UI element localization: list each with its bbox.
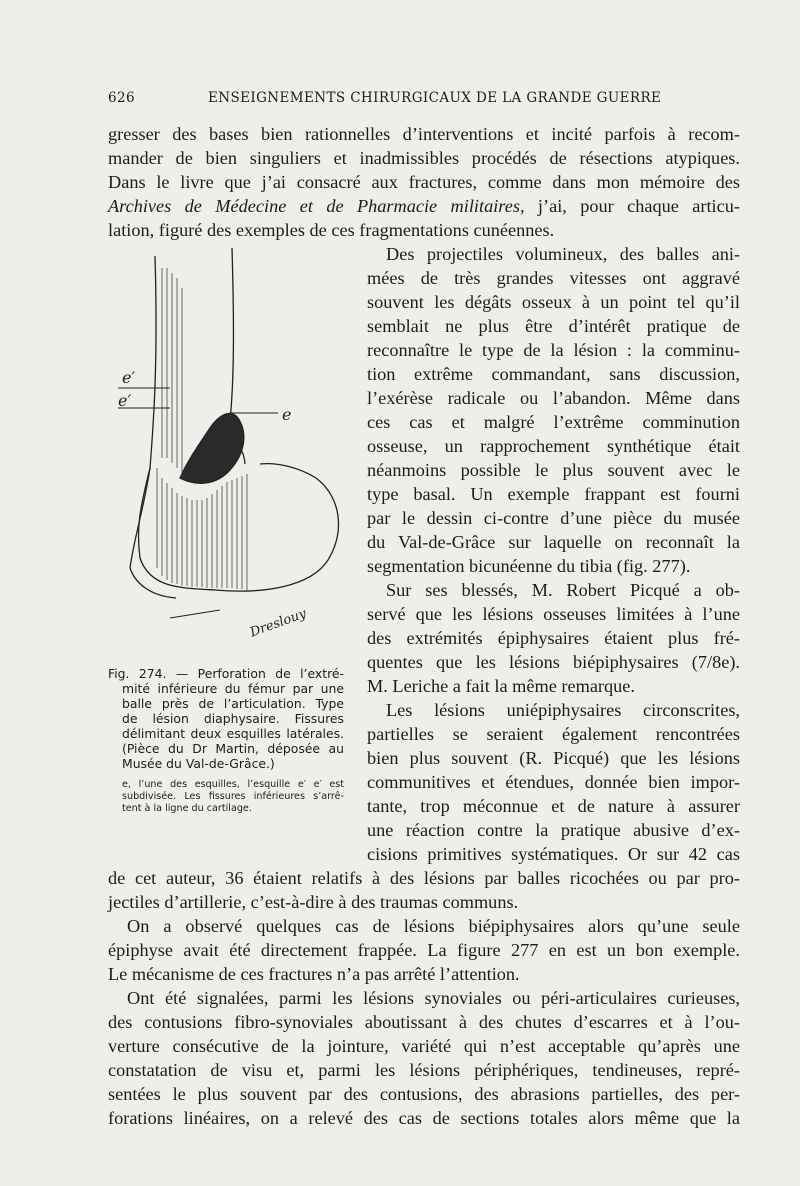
text-line: semblait ne plus être d’intérêt pratique de — [367, 316, 740, 336]
figure-legend-line: tent à la ligne du cartilage. — [122, 803, 252, 814]
text-line: communitives et étendues, donnée bien impor- — [367, 772, 740, 792]
text-line: bien plus souvent (R. Picqué) que les lésions — [367, 748, 740, 768]
text-line: reconnaître le type de la lésion : la comminu- — [367, 340, 740, 360]
text-line: Le mécanisme de ces fractures n’a pas arrêté l’attention. — [108, 964, 520, 984]
label-e-prime-1: e′ — [122, 368, 136, 387]
text-line: constatation de visu et, parmi les lésions périphériques, tendineuses, repré- — [108, 1060, 740, 1080]
text-line: osseuse, un rapprochement synthétique était — [367, 436, 740, 456]
text-line-italic-ref: Archives de Médecine et de Pharmacie militaires, j’ai, pour chaque articu- — [108, 196, 740, 216]
text-line: tante, trop méconnue et de nature à assurer — [367, 796, 740, 816]
text-line: Les lésions uniépiphysaires circonscrites, — [386, 700, 740, 720]
text-line: segmentation bicunéenne du tibia (fig. 277). — [367, 556, 691, 576]
figure-caption-line: de lésion diaphysaire. Fissures — [122, 711, 344, 726]
text-line: lation, figuré des exemples de ces fragmentations cunéennes. — [108, 220, 555, 240]
figure-caption-line: délimitant deux esquilles latérales. — [122, 726, 344, 741]
text-line: cisions primitives systématiques. Or sur 42 cas — [367, 844, 740, 864]
text-line: servé que les lésions osseuses limitées à l’une — [367, 604, 740, 624]
figure-caption-line: Musée du Val-de-Grâce.) — [122, 756, 275, 771]
text-line: jectiles d’artillerie, c’est-à-dire à des traumas communs. — [108, 892, 519, 912]
text-line: épiphyse avait été directement frappée. La figure 277 en est un bon exemple. — [108, 940, 740, 960]
running-title: ENSEIGNEMENTS CHIRURGICAUX DE LA GRANDE GUERRE — [208, 90, 662, 106]
text-line: par le dessin ci-contre d’une pièce du musée — [367, 508, 740, 528]
text-line: On a observé quelques cas de lésions biépiphysaires alors qu’une seule — [127, 916, 740, 936]
figure-caption-line: (Pièce du Dr Martin, déposée au — [122, 741, 344, 756]
text-line: des contusions fibro-synoviales aboutissant à des chutes d’escarres et à l’ou- — [108, 1012, 740, 1032]
text-line: gresser des bases bien rationnelles d’interventions et incité parfois à recom- — [108, 124, 740, 144]
figure-legend-line: subdivisée. Les fissures inférieures s’arrê- — [122, 791, 344, 802]
text-line: Sur ses blessés, M. Robert Picqué a ob- — [386, 580, 740, 600]
text-line: de cet auteur, 36 étaient relatifs à des lésions par balles ricochées ou par pro- — [108, 868, 740, 888]
text-line: type basal. Un exemple frappant est fourni — [367, 484, 740, 504]
text-line: Dans le livre que j’ai consacré aux fractures, comme dans mon mémoire des — [108, 172, 740, 192]
running-header — [108, 90, 748, 110]
text-line: M. Leriche a fait la même remarque. — [367, 676, 635, 696]
label-e-prime-2: e′ — [118, 391, 132, 410]
figure-caption-line: Fig. 274. — Perforation de l’extré- — [108, 666, 344, 681]
text-line: verture consécutive de la jointure, variété qui n’est acceptable qu’après une — [108, 1036, 740, 1056]
text-line: mées de très grandes vitesses ont aggravé — [367, 268, 740, 288]
text-line: souvent les dégâts osseux à un point tel qu’il — [367, 292, 740, 312]
text-line: tion extrême commandant, sans discussion, — [367, 364, 740, 384]
artist-signature: Dreslouy — [248, 606, 309, 641]
text-line: l’exérèse radicale ou l’abandon. Même dans — [367, 388, 740, 408]
journal-title: Archives de Médecine et de Pharmacie militaires, — [108, 196, 525, 216]
text-line: Des projectiles volumineux, des balles ani- — [386, 244, 740, 264]
label-e: e — [282, 405, 292, 424]
text-line: quentes que les lésions biépiphysaires (7/8e). — [367, 652, 740, 672]
figure-caption-line: balle près de l’articulation. Type — [122, 696, 344, 711]
text-line: ces cas et malgré l’extrême comminution — [367, 412, 740, 432]
text-line: des extrémités épiphysaires étaient plus fré- — [367, 628, 740, 648]
text-line: une réaction contre la pratique abusive d’ex- — [367, 820, 740, 840]
text-line: Ont été signalées, parmi les lésions synoviales ou péri-articulaires curieuses, — [127, 988, 740, 1008]
figure-legend-line: e, l’une des esquilles, l’esquille e′ e′ est — [122, 779, 344, 790]
page-number: 626 — [108, 90, 135, 106]
femur-illustration — [110, 238, 350, 658]
text-line: néanmoins possible le plus souvent avec le — [367, 460, 740, 480]
text-line: mander de bien singuliers et inadmissibles procédés de résections atypiques. — [108, 148, 740, 168]
text-line: du Val-de-Grâce sur laquelle on reconnaît la — [367, 532, 740, 552]
figure-caption-line: mité inférieure du fémur par une — [122, 681, 344, 696]
text-line: sentées le plus souvent par des contusions, des abrasions partielles, des per- — [108, 1084, 740, 1104]
text-line: forations linéaires, on a relevé des cas de sections totales alors même que la — [108, 1108, 740, 1128]
text-line: partielles se seraient également rencontrées — [367, 724, 740, 744]
